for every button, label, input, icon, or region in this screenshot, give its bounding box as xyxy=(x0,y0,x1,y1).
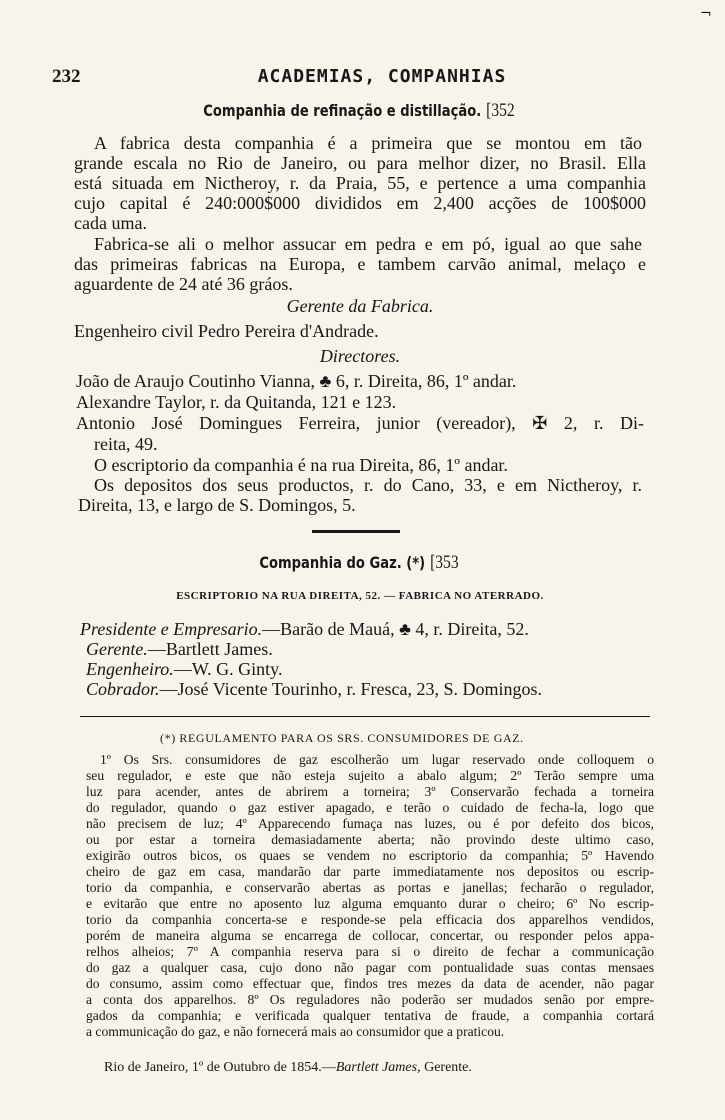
footnote-line-15: do consumo, assim como effectuar que, findos tres mezes da data de acender, não pagar xyxy=(86,976,654,991)
signoff-role: Gerente. xyxy=(424,1060,472,1075)
director-1: João de Araujo Coutinho Vianna, ♣ 6, r. Direita, 86, 1º andar. xyxy=(76,371,517,391)
footnote-line-9: torio da companhia, e conservarão abertas as portas e janellas; fecharão o regulador, xyxy=(86,880,654,895)
running-head xyxy=(52,66,652,90)
gas-staff-detail-4: —José Vicente Tourinho, r. Fresca, 23, S. Domingos. xyxy=(159,679,542,699)
footnote-line-18: a communicação do gaz, e não fornecerá mais ao consumidor que a praticou. xyxy=(86,1024,505,1039)
footnote-line-14: do gaz a qualquer casa, cujo dono não pagar com pontualidade suas contas mensaes xyxy=(86,960,654,975)
gas-staff-role-2: Gerente. xyxy=(86,639,148,659)
footnote-line-12: porém de maneira alguma se encarrega de collocar, concertar, ou responder pelos appa- xyxy=(86,928,654,943)
footnote-rule xyxy=(80,716,650,717)
gas-heading xyxy=(122,552,596,574)
gas-staff-role-3: Engenheiro. xyxy=(86,659,174,679)
footnote-line-8: cheiro de gaz em casa, mandarão dar parte immediatamente nos depositos ou escrip- xyxy=(86,864,654,879)
refinery-p2-line-3: aguardente de 24 até 36 gráos. xyxy=(74,274,293,294)
gas-staff-1 xyxy=(80,619,652,639)
gas-staff-3 xyxy=(86,659,658,679)
gas-staff-detail-2: —Bartlett James. xyxy=(147,639,273,659)
footnote-line-3: luz para acender, antes de abrirem a torneira; 3º Conservarão fechada a torneira xyxy=(86,784,654,799)
footnote-line-6: ou por estar a torneira demasiadamente aberta; não provindo deste ultimo caso, xyxy=(86,832,654,847)
footnote-heading: (*) REGULAMENTO PARA OS SRS. CONSUMIDORES DE GAZ. xyxy=(160,731,524,745)
refinery-p2-line-2: das primeiras fabricas na Europa, e tambem carvão animal, melaço e xyxy=(74,254,646,274)
footnote-line-2: seu regulador, e este que não esteja sujeito a abalo algum; 2º Terão sempre uma xyxy=(86,768,654,783)
gas-staff-2 xyxy=(86,639,658,659)
manager-name: Engenheiro civil Pedro Pereira d'Andrade. xyxy=(74,321,379,341)
section-divider xyxy=(312,530,400,533)
gas-staff-4 xyxy=(86,679,658,699)
running-title: ACADEMIAS, COMPANHIAS xyxy=(257,66,507,87)
footnote-line-1: 1º Os Srs. consumidores de gaz escolherão um lugar reservado onde colloquem o xyxy=(100,752,654,767)
footnote-line-7: exigirão outros bicos, os quaes se vendem no escriptorio da companhia; 5º Havendo xyxy=(86,848,654,863)
gas-title: Companhia do Gaz. (*) xyxy=(259,553,426,572)
depot-line-2: Direita, 13, e largo de S. Domingos, 5. xyxy=(78,495,356,515)
refinery-line-5: cada uma. xyxy=(74,213,147,233)
director-2: Alexandre Taylor, r. da Quitanda, 121 e 123. xyxy=(76,392,397,412)
refinery-line-4: cujo capital é 240:000$000 divididos em 2,400 acções de 100$000 xyxy=(74,193,646,213)
refinery-line-1: A fabrica desta companhia é a primeira que se montou em tão xyxy=(94,133,642,153)
refinery-ref: [352 xyxy=(486,100,515,121)
footnote-line-10: e evitarão que entre no aposento luz alguma emquanto durar o cheiro; 6º No escrip- xyxy=(86,896,654,911)
footnote-line-16: a conta dos apparelhos. 8º Os reguladores não poderão ser mudados senão por empre- xyxy=(86,992,654,1007)
director-3: Antonio José Domingues Ferreira, junior (vereador), ✠ 2, r. Di- xyxy=(76,413,644,433)
gas-staff-role-4: Cobrador. xyxy=(86,679,160,699)
gas-staff-detail-3: —W. G. Ginty. xyxy=(173,659,283,679)
refinery-title: Companhia de refinação e distillação. xyxy=(203,101,482,120)
gas-staff-role-1: Presidente e Empresario. xyxy=(80,619,263,639)
signoff-place: Rio de Janeiro, 1º de Outubro de 1854.— xyxy=(104,1060,336,1075)
footnote-line-13: relhos alheios; 7º A companhia reserva para si o direito de fechar a communicação xyxy=(86,944,654,959)
page-number: 232 xyxy=(52,66,81,87)
office-line: O escriptorio da companhia é na rua Direita, 86, 1º andar. xyxy=(94,455,508,475)
refinery-line-3: está situada em Nictheroy, r. da Praia, 55, e pertence a uma companhia xyxy=(74,173,646,193)
depot-line-1: Os depositos dos seus productos, r. do Cano, 33, e em Nictheroy, r. xyxy=(94,475,642,495)
footnote-line-17: gados da companhia; e verificada qualquer tentativa de fraude, a companhia cortará xyxy=(86,1008,654,1023)
footnote-line-5: não precisem de luz; 4º Apparecendo fumaça nas luzes, ou é por defeito dos bicos, xyxy=(86,816,654,831)
corner-mark: ¬ xyxy=(700,6,712,22)
refinery-p2-line-1: Fabrica-se ali o melhor assucar em pedra e em pó, igual ao que sahe xyxy=(94,234,642,254)
refinery-heading xyxy=(122,100,596,122)
manager-heading: Gerente da Fabrica. xyxy=(286,296,434,316)
director-3-cont: reita, 49. xyxy=(94,434,158,454)
footnote-line-4: do regulador, quando o gaz estiver apagado, e terão o cuidado de fecha-la, logo que xyxy=(86,800,654,815)
refinery-line-2: grande escala no Rio de Janeiro, ou para melhor dizer, no Brasil. Ella xyxy=(74,153,646,173)
gas-subtitle: ESCRIPTORIO NA RUA DIREITA, 52. — FABRICA NO ATERRADO. xyxy=(176,590,544,602)
signoff-name: Bartlett James, xyxy=(335,1060,421,1075)
gas-staff-detail-1: —Barão de Mauá, ♣ 4, r. Direita, 52. xyxy=(262,619,529,639)
gas-ref: [353 xyxy=(430,552,459,573)
footnote-line-11: torio da companhia concerta-se e responde-se pela efficacia dos apparelhos vendidos, xyxy=(86,912,654,927)
footnote-signoff xyxy=(104,1060,472,1076)
directors-heading: Directores. xyxy=(319,346,401,366)
